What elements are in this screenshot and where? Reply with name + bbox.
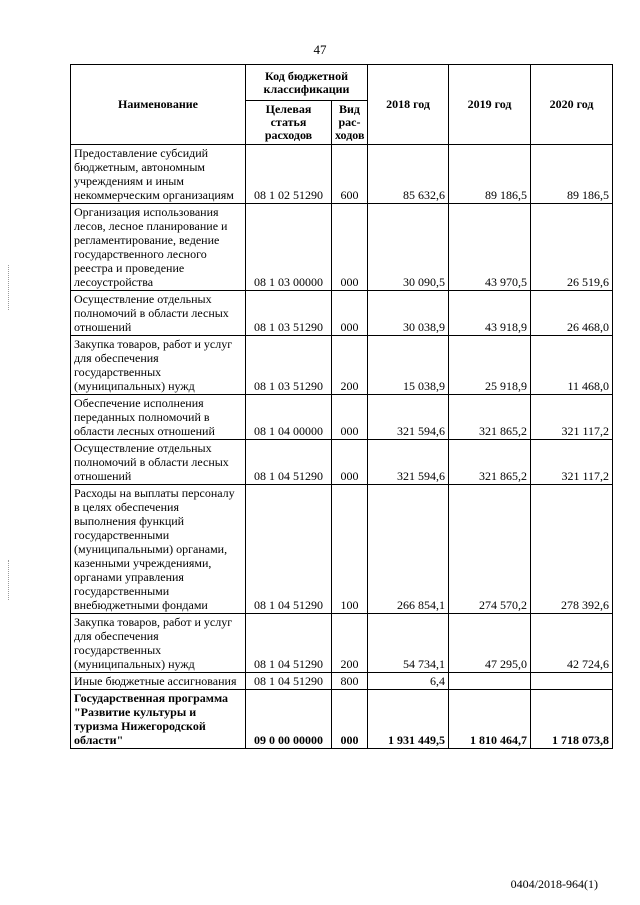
row-expense-type-cell: 100 [332,485,368,614]
row-expense-type-cell: 000 [332,395,368,440]
row-2020-cell [531,673,613,690]
table-row [71,440,613,485]
page-number: 47 [313,42,327,57]
column-header-2018: 2018 год [368,65,449,145]
row-2020-cell: 278 392,6 [531,485,613,614]
row-name-cell: Закупка товаров, работ и услуг для обеспечения государственных (муниципальных) нужд [71,336,246,395]
table-body [71,145,613,749]
table-row [71,614,613,673]
row-2019-cell: 47 295,0 [449,614,531,673]
row-name-cell: Закупка товаров, работ и услуг для обеспечения государственных (муниципальных) нужд [71,614,246,673]
column-header-target-article: Целевая статья расходов [246,101,332,145]
table-row [71,690,613,749]
column-header-2019: 2019 год [449,65,531,145]
table-row [71,336,613,395]
row-2020-cell: 321 117,2 [531,395,613,440]
row-2018-cell: 321 594,6 [368,395,449,440]
row-2018-cell: 6,4 [368,673,449,690]
column-header-name: Наименование [71,65,246,145]
row-name-cell: Осуществление отдельных полномочий в области лесных отношений [71,440,246,485]
row-expense-type-cell: 200 [332,614,368,673]
row-2018-cell: 15 038,9 [368,336,449,395]
row-expense-type-cell: 000 [332,204,368,291]
row-expense-type-cell: 200 [332,336,368,395]
table-row [71,204,613,291]
column-header-code-group: Код бюджетной классификации [246,65,368,101]
row-2019-cell: 89 186,5 [449,145,531,204]
row-target-article-cell: 08 1 04 51290 [246,614,332,673]
row-2018-cell: 30 038,9 [368,291,449,336]
row-target-article-cell: 08 1 03 51290 [246,291,332,336]
row-2020-cell: 26 468,0 [531,291,613,336]
row-2019-cell: 43 918,9 [449,291,531,336]
row-2020-cell: 321 117,2 [531,440,613,485]
row-2018-cell: 266 854,1 [368,485,449,614]
row-expense-type-cell: 000 [332,440,368,485]
row-2020-cell: 11 468,0 [531,336,613,395]
row-expense-type-cell: 000 [332,291,368,336]
scan-artifact [8,265,9,310]
row-name-cell: Обеспечение исполнения переданных полномочий в области лесных отношений [71,395,246,440]
row-2020-cell: 1 718 073,8 [531,690,613,749]
row-target-article-cell: 08 1 02 51290 [246,145,332,204]
row-2018-cell: 30 090,5 [368,204,449,291]
table-row [71,395,613,440]
row-name-cell: Расходы на выплаты персоналу в целях обеспечения выполнения функций государственными (муниципальными) органами, казенными учреждениями, органами управления государственными внебюджетными фондами [71,485,246,614]
row-2019-cell: 25 918,9 [449,336,531,395]
budget-table [70,64,613,749]
document-code: 0404/2018-964(1) [510,877,598,891]
header-row-top [71,65,613,101]
table-row [71,673,613,690]
row-2019-cell: 43 970,5 [449,204,531,291]
row-2018-cell: 321 594,6 [368,440,449,485]
row-2019-cell: 321 865,2 [449,395,531,440]
row-2019-cell: 274 570,2 [449,485,531,614]
row-2018-cell: 54 734,1 [368,614,449,673]
table-row [71,485,613,614]
row-name-cell: Государственная программа "Развитие культуры и туризма Нижегородской области" [71,690,246,749]
row-name-cell: Осуществление отдельных полномочий в области лесных отношений [71,291,246,336]
row-2020-cell: 89 186,5 [531,145,613,204]
row-2020-cell: 26 519,6 [531,204,613,291]
row-2019-cell [449,673,531,690]
row-name-cell: Предоставление субсидий бюджетным, автономным учреждениям и иным некоммерческим организациям [71,145,246,204]
row-expense-type-cell: 000 [332,690,368,749]
table-row [71,291,613,336]
row-target-article-cell: 08 1 04 51290 [246,673,332,690]
row-2019-cell: 1 810 464,7 [449,690,531,749]
scan-artifact [8,560,9,600]
row-2020-cell: 42 724,6 [531,614,613,673]
row-target-article-cell: 08 1 04 51290 [246,485,332,614]
row-expense-type-cell: 800 [332,673,368,690]
table-row [71,145,613,204]
row-target-article-cell: 08 1 04 00000 [246,395,332,440]
row-target-article-cell: 08 1 03 00000 [246,204,332,291]
row-name-cell: Организация использования лесов, лесное планирование и регламентирование, ведение государственного лесного реестра и проведение лесоустройства [71,204,246,291]
column-header-2020: 2020 год [531,65,613,145]
row-target-article-cell: 08 1 04 51290 [246,440,332,485]
row-2018-cell: 85 632,6 [368,145,449,204]
row-name-cell: Иные бюджетные ассигнования [71,673,246,690]
row-target-article-cell: 09 0 00 00000 [246,690,332,749]
row-2018-cell: 1 931 449,5 [368,690,449,749]
row-expense-type-cell: 600 [332,145,368,204]
row-2019-cell: 321 865,2 [449,440,531,485]
column-header-expense-type: Вид рас-ходов [332,101,368,145]
row-target-article-cell: 08 1 03 51290 [246,336,332,395]
